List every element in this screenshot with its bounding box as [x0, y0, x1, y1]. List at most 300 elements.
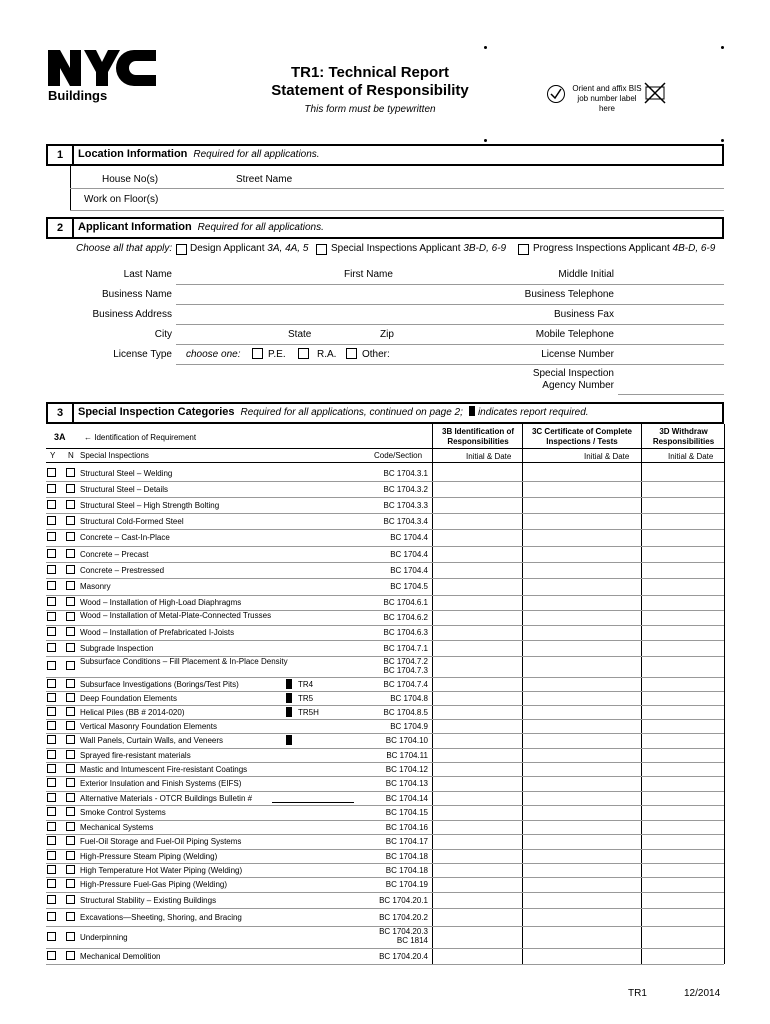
initial-date-field-3b[interactable] — [433, 610, 522, 624]
initial-date-field-3d[interactable] — [642, 640, 724, 655]
inspection-name: Concrete – Prestressed — [80, 566, 165, 575]
inspection-name: Alternative Materials - OTCR Buildings Bulletin # — [80, 794, 253, 803]
option-label: Design Applicant — [190, 243, 265, 254]
inspection-name: Underpinning — [80, 933, 128, 942]
initial-date-3c: Initial & Date — [584, 452, 630, 461]
report-required-marker — [286, 707, 292, 717]
initial-date-field-3b[interactable] — [433, 656, 522, 676]
yes-checkbox[interactable] — [47, 693, 56, 702]
yes-checkbox[interactable] — [47, 865, 56, 874]
form-title: TR1: Technical Report — [290, 64, 450, 81]
yes-checkbox[interactable] — [47, 612, 56, 621]
registration-mark — [484, 139, 487, 142]
form-code: TR1 — [628, 988, 647, 999]
code-section-label: Code/Section — [374, 451, 423, 460]
yes-checkbox[interactable] — [47, 822, 56, 831]
initial-date-field-3b[interactable] — [433, 497, 522, 512]
initial-date-field-3d[interactable] — [642, 849, 724, 862]
code-section: BC 1704.19 — [385, 880, 428, 889]
yes-checkbox[interactable] — [47, 764, 56, 773]
initial-date-field-3c[interactable] — [523, 892, 641, 907]
initial-date-field-3d[interactable] — [642, 625, 724, 639]
initial-date-field-3d[interactable] — [642, 656, 724, 676]
no-checkbox[interactable] — [66, 836, 75, 845]
initial-date-field-3b[interactable] — [433, 908, 522, 925]
initial-date-field-3d[interactable] — [642, 691, 724, 704]
initial-date-field-3d[interactable] — [642, 546, 724, 561]
report-code: TR4 — [298, 680, 314, 689]
initial-date-field-3c[interactable] — [523, 625, 641, 639]
initial-date-field-3b[interactable] — [433, 513, 522, 528]
initial-date-field-3b[interactable] — [433, 481, 522, 496]
typewritten-note: This form must be typewritten — [304, 104, 436, 115]
no-checkbox[interactable] — [66, 693, 75, 702]
code-section: BC 1704.17 — [385, 837, 428, 846]
initial-date-field-3d[interactable] — [642, 529, 724, 545]
initial-date-field-3c[interactable] — [523, 748, 641, 761]
initial-date-field-3d[interactable] — [642, 762, 724, 775]
initial-date-field-3c[interactable] — [523, 677, 641, 690]
option-label: Special Inspections Applicant — [331, 243, 461, 254]
inspection-name: Wood – Installation of High-Load Diaphragms — [80, 598, 242, 607]
initial-date-field-3d[interactable] — [642, 465, 724, 480]
business-phone-label: Business Telephone — [524, 289, 614, 300]
street-name-label: Street Name — [236, 174, 293, 185]
code-section: BC 1704.4 — [390, 566, 428, 575]
no-checkbox[interactable] — [66, 643, 75, 652]
section-title — [78, 406, 589, 418]
yes-checkbox[interactable] — [47, 735, 56, 744]
initial-date-field-3b[interactable] — [433, 595, 522, 609]
inspection-name: Wall Panels, Curtain Walls, and Veneers — [80, 736, 224, 745]
work-floors-label: Work on Floor(s) — [84, 194, 159, 205]
no-checkbox[interactable] — [66, 679, 75, 688]
no-checkbox[interactable] — [66, 879, 75, 888]
initial-date-field-3c[interactable] — [523, 863, 641, 876]
initial-date-field-3c[interactable] — [523, 820, 641, 833]
section-title — [78, 148, 320, 160]
initial-date-field-3c[interactable] — [523, 849, 641, 862]
registration-mark — [721, 46, 724, 49]
no-checkbox[interactable] — [66, 516, 75, 525]
other-checkbox[interactable] — [346, 348, 357, 359]
initial-date-field-3b[interactable] — [433, 805, 522, 819]
section-note-tail: indicates report required. — [477, 407, 589, 418]
code-section: BC 1704.8 — [390, 694, 428, 703]
initial-date-field-3b[interactable] — [433, 762, 522, 775]
initial-date-field-3d[interactable] — [642, 748, 724, 761]
inspection-name: Wood – Installation of Prefabricated I-Joists — [80, 628, 235, 637]
initial-date-field-3c[interactable] — [523, 481, 641, 496]
yes-checkbox[interactable] — [47, 912, 56, 921]
inspection-name: Structural Steel – High Strength Bolting — [80, 501, 220, 510]
code-section: BC 1704.15 — [385, 808, 428, 817]
business-fax-label: Business Fax — [553, 309, 614, 320]
yes-checkbox[interactable] — [47, 778, 56, 787]
registration-mark — [484, 46, 487, 49]
yes-checkbox[interactable] — [47, 597, 56, 606]
code-section: BC 1704.7.4 — [383, 680, 428, 689]
no-checkbox[interactable] — [66, 565, 75, 574]
initial-date-field-3d[interactable] — [642, 863, 724, 876]
no-checkbox[interactable] — [66, 912, 75, 921]
initial-date-field-3c[interactable] — [523, 948, 641, 963]
initial-date-field-3d[interactable] — [642, 719, 724, 732]
section-1-header — [46, 144, 724, 166]
initial-date-field-3c[interactable] — [523, 877, 641, 891]
special-inspections-checkbox[interactable] — [316, 244, 327, 255]
code-section: BC 1704.5 — [390, 582, 428, 591]
code-section: BC 1704.18 — [385, 866, 428, 875]
yes-checkbox[interactable] — [47, 500, 56, 509]
yes-checkbox[interactable] — [47, 932, 56, 941]
col-3b-header: 3B Identification of Responsibilities — [442, 427, 514, 446]
initial-date-field-3d[interactable] — [642, 562, 724, 577]
ra-label: R.A. — [317, 349, 337, 360]
progress-inspections-option — [533, 243, 715, 254]
initial-date-field-3b[interactable] — [433, 863, 522, 876]
report-code: TR5 — [298, 694, 314, 703]
inspection-name: Mastic and Intumescent Fire-resistant Coatings — [80, 765, 248, 774]
yes-checkbox[interactable] — [47, 484, 56, 493]
inspection-name: Concrete – Precast — [80, 550, 149, 559]
choose-label: Choose all that apply: — [76, 243, 173, 254]
other-label: Other: — [362, 349, 390, 360]
inspection-name: Vertical Masonry Foundation Elements — [80, 722, 217, 731]
business-address-label: Business Address — [92, 309, 172, 320]
initial-date-field-3b[interactable] — [433, 465, 522, 480]
initial-date-field-3d[interactable] — [642, 820, 724, 833]
yes-checkbox[interactable] — [47, 851, 56, 860]
no-checkbox[interactable] — [66, 951, 75, 960]
report-required-marker — [286, 679, 292, 689]
si-agency-label-2: Agency Number — [542, 380, 614, 391]
agency-name: Buildings — [48, 88, 108, 103]
checkmark-circle-icon — [546, 84, 566, 104]
code-section: BC 1704.18 — [385, 852, 428, 861]
inspection-name: Structural Steel – Welding — [80, 469, 173, 478]
no-checkbox[interactable] — [66, 627, 75, 636]
initial-date-field-3b[interactable] — [433, 892, 522, 907]
initial-date-field-3c[interactable] — [523, 578, 641, 594]
initial-date-field-3d[interactable] — [642, 705, 724, 718]
yes-checkbox[interactable] — [47, 895, 56, 904]
code-section: BC 1704.10 — [385, 736, 428, 745]
initial-date-field-3b[interactable] — [433, 877, 522, 891]
initial-date-field-3b[interactable] — [433, 546, 522, 561]
initial-date-field-3d[interactable] — [642, 948, 724, 963]
yes-checkbox[interactable] — [47, 532, 56, 541]
initial-date-field-3d[interactable] — [642, 805, 724, 819]
yes-checkbox[interactable] — [47, 721, 56, 730]
initial-date-field-3b[interactable] — [433, 625, 522, 639]
no-checkbox[interactable] — [66, 549, 75, 558]
initial-date-field-3d[interactable] — [642, 877, 724, 891]
initial-date-field-3d[interactable] — [642, 791, 724, 804]
no-checkbox[interactable] — [66, 597, 75, 606]
initial-date-field-3d[interactable] — [642, 834, 724, 848]
initial-date-field-3b[interactable] — [433, 748, 522, 761]
inspection-name: Structural Stability – Existing Buildings — [80, 896, 217, 905]
yes-checkbox[interactable] — [47, 707, 56, 716]
code-section: BC 1704.3.3 — [383, 501, 428, 510]
yes-checkbox[interactable] — [47, 565, 56, 574]
initial-date-field-3c[interactable] — [523, 719, 641, 732]
no-checkbox[interactable] — [66, 661, 75, 670]
initial-date-field-3c[interactable] — [523, 776, 641, 790]
section-number: 3 — [48, 404, 74, 422]
initial-date-field-3d[interactable] — [642, 578, 724, 594]
initial-date-field-3c[interactable] — [523, 762, 641, 775]
inspection-name: Fuel-Oil Storage and Fuel-Oil Piping Systems — [80, 837, 242, 846]
yes-checkbox[interactable] — [47, 581, 56, 590]
initial-date-field-3b[interactable] — [433, 705, 522, 718]
initial-date-field-3b[interactable] — [433, 820, 522, 833]
code-section: BC 1704.16 — [385, 823, 428, 832]
inspection-name: High Temperature Hot Water Piping (Welding) — [80, 866, 243, 875]
report-code: TR5H — [298, 708, 319, 717]
yes-checkbox[interactable] — [47, 793, 56, 802]
section-number: 1 — [48, 146, 74, 164]
code-section: BC 1704.14 — [385, 794, 428, 803]
no-checkbox[interactable] — [66, 532, 75, 541]
choose-one-label: choose one: — [186, 349, 241, 360]
special-inspections-label: Special Inspections — [80, 451, 149, 460]
code-section: BC 1704.3.2 — [383, 485, 428, 494]
initial-date-field-3b[interactable] — [433, 578, 522, 594]
no-staple-icon — [644, 82, 666, 104]
initial-date-field-3c[interactable] — [523, 834, 641, 848]
initial-date-field-3d[interactable] — [642, 677, 724, 690]
yes-checkbox[interactable] — [47, 516, 56, 525]
code-section: BC 1704.11 — [386, 751, 428, 760]
inspection-name: Mechanical Systems — [80, 823, 154, 832]
code-section: BC 1704.20.2 — [379, 913, 428, 922]
section-title-text: Applicant Information — [78, 221, 192, 233]
no-checkbox[interactable] — [66, 932, 75, 941]
option-label: Progress Inspections Applicant — [533, 243, 670, 254]
inspection-name: Subsurface Conditions – Fill Placement & In-Place Density — [80, 657, 288, 666]
yes-checkbox[interactable] — [47, 836, 56, 845]
initial-date-field-3c[interactable] — [523, 546, 641, 561]
initial-date-3d: Initial & Date — [668, 452, 714, 461]
initial-date-field-3b[interactable] — [433, 691, 522, 704]
code-section: BC 1704.13 — [385, 779, 428, 788]
col-3a-header: 3A — [54, 432, 66, 442]
inspection-name: Smoke Control Systems — [80, 808, 166, 817]
no-checkbox[interactable] — [66, 707, 75, 716]
code-section: BC 1704.6.2 — [383, 613, 428, 622]
state-label: State — [288, 329, 312, 340]
initial-date-field-3d[interactable] — [642, 610, 724, 624]
initial-date-field-3d[interactable] — [642, 481, 724, 496]
inspection-name: Exterior Insulation and Finish Systems (EIFS) — [80, 779, 242, 788]
no-checkbox[interactable] — [66, 865, 75, 874]
code-section: BC 1704.8.5 — [383, 708, 428, 717]
no-checkbox[interactable] — [66, 764, 75, 773]
inspection-name: Mechanical Demolition — [80, 952, 161, 961]
progress-inspections-checkbox[interactable] — [518, 244, 529, 255]
col-3d-header: 3D Withdraw Responsibilities — [652, 427, 715, 446]
option-note: 3B-D, 6-9 — [463, 243, 507, 254]
initial-date-field-3c[interactable] — [523, 465, 641, 480]
initial-date-field-3b[interactable] — [433, 677, 522, 690]
section-note: Required for all applications. — [193, 149, 320, 160]
code-section: BC 1704.4 — [390, 533, 428, 542]
section-title — [78, 221, 324, 233]
initial-date-field-3d[interactable] — [642, 776, 724, 790]
no-checkbox[interactable] — [66, 721, 75, 730]
initial-date-field-3b[interactable] — [433, 640, 522, 655]
no-checkbox[interactable] — [66, 484, 75, 493]
inspection-name: High-Pressure Fuel-Gas Piping (Welding) — [80, 880, 228, 889]
no-checkbox[interactable] — [66, 581, 75, 590]
business-name-label: Business Name — [101, 289, 172, 300]
inspection-name: Subsurface Investigations (Borings/Test Pits) — [80, 680, 239, 689]
special-inspections-option — [331, 243, 506, 254]
section-number: 2 — [48, 219, 74, 237]
no-column-label: N — [68, 451, 74, 460]
no-checkbox[interactable] — [66, 822, 75, 831]
yes-checkbox[interactable] — [47, 879, 56, 888]
initial-date-field-3c[interactable] — [523, 497, 641, 512]
section-title-text: Location Information — [78, 148, 188, 160]
form-date: 12/2014 — [684, 988, 721, 999]
yes-column-label: Y — [50, 451, 56, 460]
yes-checkbox[interactable] — [47, 807, 56, 816]
pe-label: P.E. — [268, 349, 286, 360]
initial-date-field-3c[interactable] — [523, 705, 641, 718]
inspection-name: Structural Steel – Details — [80, 485, 169, 494]
yes-checkbox[interactable] — [47, 750, 56, 759]
initial-date-field-3c[interactable] — [523, 529, 641, 545]
initial-date-field-3b[interactable] — [433, 834, 522, 848]
yes-checkbox[interactable] — [47, 661, 56, 670]
inspection-name: Concrete – Cast-In-Place — [80, 533, 170, 542]
yes-checkbox[interactable] — [47, 679, 56, 688]
bis-label-note: Orient and affix BIS job number label here — [572, 84, 642, 113]
identification-of-requirement: ← Identification of Requirement — [84, 433, 197, 442]
initial-date-field-3b[interactable] — [433, 849, 522, 862]
initial-date-field-3b[interactable] — [433, 562, 522, 577]
house-number-label: House No(s) — [102, 174, 159, 185]
initial-date-field-3c[interactable] — [523, 656, 641, 676]
no-checkbox[interactable] — [66, 778, 75, 787]
no-checkbox[interactable] — [66, 793, 75, 802]
bulletin-number-field[interactable] — [272, 802, 354, 803]
initial-date-field-3c[interactable] — [523, 691, 641, 704]
initial-date-3b: Initial & Date — [466, 452, 512, 461]
initial-date-field-3c[interactable] — [523, 805, 641, 819]
no-checkbox[interactable] — [66, 500, 75, 509]
initial-date-field-3b[interactable] — [433, 791, 522, 804]
section-note: Required for all applications, continued on page 2; — [240, 407, 463, 418]
inspection-name: Excavations—Sheeting, Shoring, and Bracing — [80, 913, 242, 922]
section-2-header — [46, 217, 724, 239]
report-required-marker — [286, 693, 292, 703]
option-note: 4B-D, 6-9 — [672, 243, 716, 254]
code-section: BC 1704.3.4 — [383, 517, 428, 526]
initial-date-field-3c[interactable] — [523, 733, 641, 747]
initial-date-field-3b[interactable] — [433, 776, 522, 790]
initial-date-field-3d[interactable] — [642, 497, 724, 512]
code-section: BC 1704.20.4 — [379, 952, 428, 961]
form-subtitle-title: Statement of Responsibility — [271, 82, 469, 99]
no-checkbox[interactable] — [66, 735, 75, 744]
code-section: BC 1704.6.1 — [383, 598, 428, 607]
yes-checkbox[interactable] — [47, 627, 56, 636]
section-note: Required for all applications. — [197, 222, 324, 233]
yes-checkbox[interactable] — [47, 951, 56, 960]
initial-date-field-3c[interactable] — [523, 562, 641, 577]
section-title-text: Special Inspection Categories — [78, 406, 235, 418]
initial-date-field-3b[interactable] — [433, 926, 522, 947]
inspection-name: Subgrade Inspection — [80, 644, 154, 653]
initial-date-field-3d[interactable] — [642, 892, 724, 907]
code-section: BC 1704.12 — [385, 765, 428, 774]
design-applicant-checkbox[interactable] — [176, 244, 187, 255]
license-number-label: License Number — [541, 349, 614, 360]
initial-date-field-3d[interactable] — [642, 733, 724, 747]
no-checkbox[interactable] — [66, 895, 75, 904]
code-section: BC 1704.7.1 — [383, 644, 428, 653]
no-checkbox[interactable] — [66, 750, 75, 759]
initial-date-field-3d[interactable] — [642, 513, 724, 528]
col-3c-header: 3C Certificate of Complete Inspections / Tests — [531, 427, 633, 446]
code-section: BC 1704.20.1 — [379, 896, 428, 905]
initial-date-field-3c[interactable] — [523, 791, 641, 804]
middle-initial-label: Middle Initial — [558, 269, 614, 280]
initial-date-field-3b[interactable] — [433, 529, 522, 545]
report-required-marker — [469, 406, 475, 416]
si-agency-label-1: Special Inspection — [532, 368, 614, 379]
initial-date-field-3d[interactable] — [642, 926, 724, 947]
last-name-label: Last Name — [123, 269, 172, 280]
inspection-name: Deep Foundation Elements — [80, 694, 177, 703]
inspection-name: Helical Piles (BB # 2014-020) — [80, 708, 185, 717]
initial-date-field-3c[interactable] — [523, 610, 641, 624]
design-applicant-option — [190, 243, 308, 254]
report-required-marker — [286, 735, 292, 745]
no-checkbox[interactable] — [66, 807, 75, 816]
initial-date-field-3d[interactable] — [642, 595, 724, 609]
initial-date-field-3d[interactable] — [642, 908, 724, 925]
section-3-header — [46, 402, 724, 424]
initial-date-field-3c[interactable] — [523, 513, 641, 528]
yes-checkbox[interactable] — [47, 643, 56, 652]
initial-date-field-3b[interactable] — [433, 948, 522, 963]
city-label: City — [154, 329, 172, 340]
initial-date-field-3c[interactable] — [523, 640, 641, 655]
pe-checkbox[interactable] — [252, 348, 263, 359]
inspection-name: Masonry — [80, 582, 111, 591]
yes-checkbox[interactable] — [47, 549, 56, 558]
code-section: BC 1704.20.3 BC 1814 — [379, 927, 428, 945]
yes-checkbox[interactable] — [47, 468, 56, 477]
license-type-label: License Type — [113, 349, 172, 360]
initial-date-field-3b[interactable] — [433, 719, 522, 732]
initial-date-field-3c[interactable] — [523, 595, 641, 609]
ra-checkbox[interactable] — [298, 348, 309, 359]
no-checkbox[interactable] — [66, 468, 75, 477]
no-checkbox[interactable] — [66, 612, 75, 621]
initial-date-field-3c[interactable] — [523, 908, 641, 925]
code-section: BC 1704.6.3 — [383, 628, 428, 637]
inspection-name: High-Pressure Steam Piping (Welding) — [80, 852, 218, 861]
initial-date-field-3b[interactable] — [433, 733, 522, 747]
no-checkbox[interactable] — [66, 851, 75, 860]
initial-date-field-3c[interactable] — [523, 926, 641, 947]
